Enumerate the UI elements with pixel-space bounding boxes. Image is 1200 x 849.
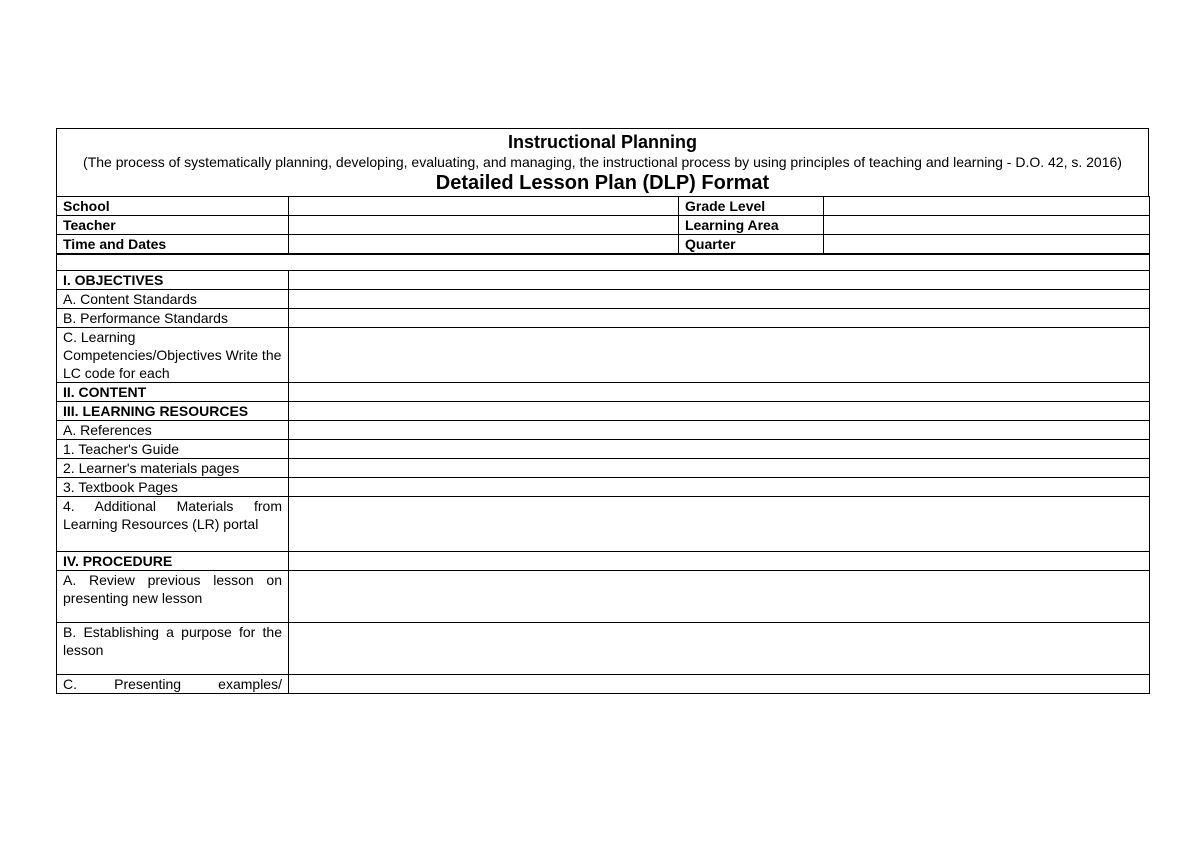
page-title: Instructional Planning xyxy=(507,132,697,152)
learning-area-value-cell[interactable] xyxy=(824,216,1150,235)
content-standards-value-cell[interactable] xyxy=(289,290,1150,309)
references-value-cell[interactable] xyxy=(289,421,1150,440)
procedure-heading: IV. PROCEDURE xyxy=(57,552,289,571)
review-previous-value-cell[interactable] xyxy=(289,571,1150,623)
table-row xyxy=(57,421,1150,440)
establishing-purpose-value-cell[interactable] xyxy=(289,623,1150,675)
lesson-plan-document xyxy=(56,128,1149,694)
content-value-cell[interactable] xyxy=(289,383,1150,402)
table-row xyxy=(57,290,1150,309)
teachers-guide-label: 1. Teacher's Guide xyxy=(57,440,289,459)
grade-level-value-cell[interactable] xyxy=(824,197,1150,216)
document-header xyxy=(56,128,1149,196)
additional-materials-value-cell[interactable] xyxy=(289,497,1150,552)
learning-resources-value-cell[interactable] xyxy=(289,402,1150,421)
table-row xyxy=(57,497,1150,552)
learning-area-label: Learning Area xyxy=(679,216,824,235)
table-row xyxy=(57,271,1150,290)
references-label: A. References xyxy=(57,421,289,440)
spacer-cell xyxy=(57,255,1150,271)
page-subtitle: (The process of systematically planning, developing, evaluating, and managing, the instructional process by using principles of teaching and learning - D.O. 42, s. 2016) xyxy=(83,154,1122,170)
spacer-row xyxy=(57,255,1150,271)
procedure-value-cell[interactable] xyxy=(289,552,1150,571)
table-row xyxy=(57,402,1150,421)
quarter-label: Quarter xyxy=(679,235,824,254)
objectives-heading: I. OBJECTIVES xyxy=(57,271,289,290)
teachers-guide-value-cell[interactable] xyxy=(289,440,1150,459)
grade-level-label: Grade Level xyxy=(679,197,824,216)
learners-materials-label: 2. Learner's materials pages xyxy=(57,459,289,478)
table-row xyxy=(57,675,1150,694)
table-row xyxy=(57,459,1150,478)
textbook-pages-label: 3. Textbook Pages xyxy=(57,478,289,497)
table-row xyxy=(57,328,1150,383)
teacher-value-cell[interactable] xyxy=(289,216,679,235)
table-row xyxy=(57,216,1150,235)
table-row xyxy=(57,552,1150,571)
content-heading: II. CONTENT xyxy=(57,383,289,402)
table-row xyxy=(57,309,1150,328)
objectives-value-cell[interactable] xyxy=(289,271,1150,290)
table-row xyxy=(57,478,1150,497)
learning-competencies-label: C. Learning Competencies/Objectives Write the LC code for each xyxy=(57,328,289,383)
school-value-cell[interactable] xyxy=(289,197,679,216)
presenting-examples-label: C. Presenting examples/ xyxy=(57,675,289,694)
content-standards-label: A. Content Standards xyxy=(57,290,289,309)
table-row xyxy=(57,623,1150,675)
table-row xyxy=(57,571,1150,623)
table-row xyxy=(57,235,1150,254)
performance-standards-value-cell[interactable] xyxy=(289,309,1150,328)
format-title: Detailed Lesson Plan (DLP) Format xyxy=(435,172,770,194)
presenting-examples-value-cell[interactable] xyxy=(289,675,1150,694)
learners-materials-value-cell[interactable] xyxy=(289,459,1150,478)
table-row xyxy=(57,197,1150,216)
learning-competencies-value-cell[interactable] xyxy=(289,328,1150,383)
school-label: School xyxy=(57,197,289,216)
time-dates-value-cell[interactable] xyxy=(289,235,679,254)
lesson-table xyxy=(56,254,1150,694)
establishing-purpose-label: B. Establishing a purpose for the lesson xyxy=(57,623,289,675)
info-table xyxy=(56,196,1150,254)
teacher-label: Teacher xyxy=(57,216,289,235)
learning-resources-heading: III. LEARNING RESOURCES xyxy=(57,402,289,421)
table-row xyxy=(57,440,1150,459)
performance-standards-label: B. Performance Standards xyxy=(57,309,289,328)
time-dates-label: Time and Dates xyxy=(57,235,289,254)
quarter-value-cell[interactable] xyxy=(824,235,1150,254)
table-row xyxy=(57,383,1150,402)
review-previous-label: A. Review previous lesson on presenting new lesson xyxy=(57,571,289,623)
textbook-pages-value-cell[interactable] xyxy=(289,478,1150,497)
additional-materials-label: 4. Additional Materials from Learning Resources (LR) portal xyxy=(57,497,289,552)
